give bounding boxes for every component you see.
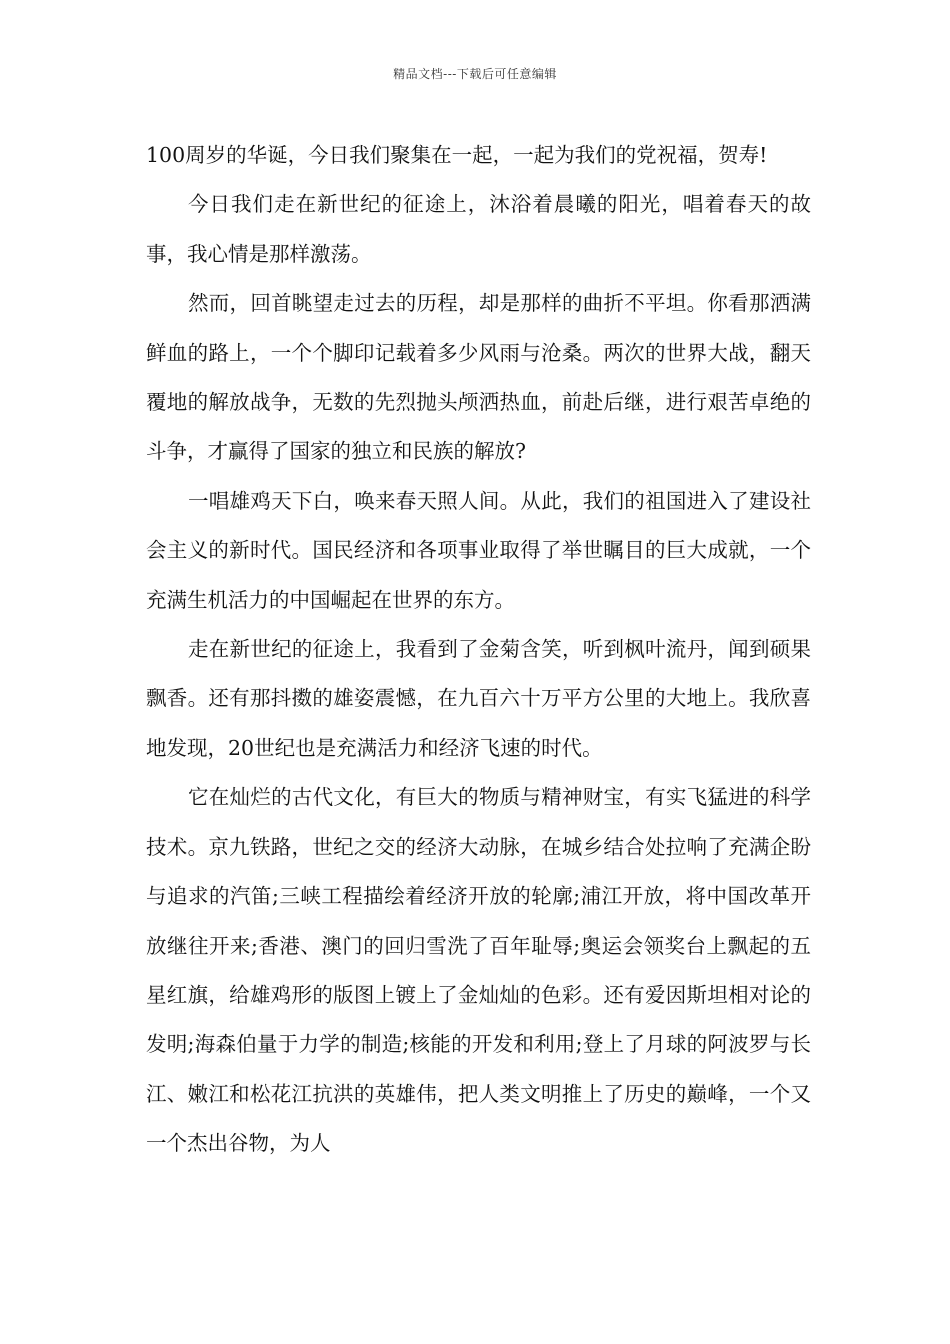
paragraph: 今日我们走在新世纪的征途上，沐浴着晨曦的阳光，唱着春天的故事，我心情是那样激荡。 xyxy=(146,192,811,266)
paragraph: 走在新世纪的征途上，我看到了金菊含笑，听到枫叶流丹，闻到硕果飘香。还有那抖擞的雄姿震憾，在九百六十万平方公里的大地上。我欣喜地发现，20世纪也是充满活力和经济飞速的时代。 xyxy=(146,637,811,760)
page-header: 精品文档---下载后可任意编辑 xyxy=(393,67,557,81)
paragraph: 一唱雄鸡天下白，唤来春天照人间。从此，我们的祖国进入了建设社会主义的新时代。国民经济和各项事业取得了举世瞩目的巨大成就，一个充满生机活力的中国崛起在世界的东方。 xyxy=(146,488,811,612)
document-body xyxy=(146,131,811,1169)
paragraph: 它在灿烂的古代文化，有巨大的物质与精神财宝，有实飞猛进的科学技术。京九铁路，世纪之交的经济大动脉，在城乡结合处拉响了充满企盼与追求的汽笛;三峡工程描绘着经济开放的轮廓;浦江开放，将中国改革开放继往开来;香港、澳门的回归雪洗了百年耻辱;奥运会领奖台上飘起的五星红旗，给雄鸡形的版图上镀上了金灿灿的色彩。还有爱因斯坦相对论的发明;海森伯量于力学的制造;核能的开发和利用;登上了月球的阿波罗与长江、嫩江和松花江抗洪的英雄伟，把人类文明推上了历史的巅峰，一个又一个杰出谷物，为人 xyxy=(146,785,811,1156)
paragraph: 然而，回首眺望走过去的历程，却是那样的曲折不平坦。你看那洒满鲜血的路上，一个个脚印记载着多少风雨与沧桑。两次的世界大战，翻天覆地的解放战争，无数的先烈抛头颅洒热血，前赴后继，进行艰苦卓绝的斗争，才赢得了国家的独立和民族的解放? xyxy=(146,291,811,464)
paragraph-continuation: 100周岁的华诞，今日我们聚集在一起，一起为我们的党祝福，贺寿! xyxy=(146,143,768,167)
